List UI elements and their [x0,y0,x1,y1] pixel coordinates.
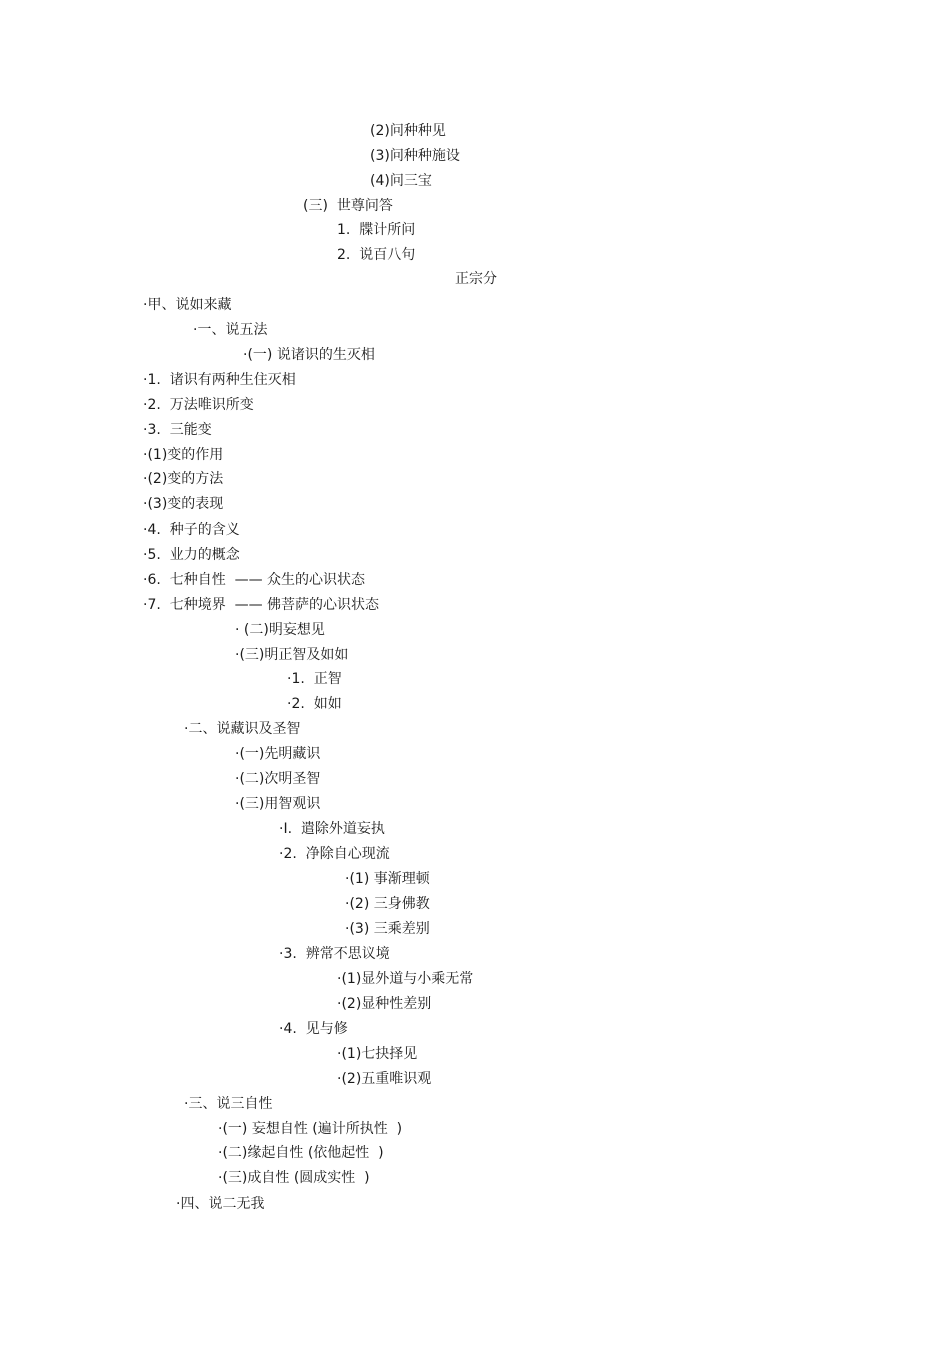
outline-line: ·(3) 三乘差别 [345,921,430,937]
outline-line: ·(3)变的表现 [143,496,224,512]
outline-line: ·4. 见与修 [279,1021,348,1037]
outline-line: ·1. 诸识有两种生住灭相 [143,372,296,388]
outline-line: ·3. 辨常不思议境 [279,946,390,962]
outline-line: ·(三)用智观识 [235,796,321,812]
outline-line: ·(2)五重唯识观 [337,1071,432,1087]
outline-line: ·(2)显种性差别 [337,996,432,1012]
outline-line: ·6. 七种自性 —— 众生的心识状态 [143,572,366,588]
outline-line: ·I. 遣除外道妄执 [279,821,385,837]
outline-line: 2. 说百八句 [337,247,416,263]
outline-line: ·(2) 三身佛教 [345,896,430,912]
outline-line: ·1. 正智 [287,671,342,687]
outline-line: (三) 世尊问答 [303,198,393,214]
outline-line: 1. 牒计所问 [337,222,416,238]
outline-line: ·(1)七抉择见 [337,1046,418,1062]
outline-line: ·(1) 事渐理顿 [345,871,430,887]
outline-line: ·甲、说如来藏 [143,297,232,313]
outline-line: (4)问三宝 [370,173,432,189]
outline-line: ·3. 三能变 [143,422,212,438]
outline-line: ·(1)变的作用 [143,447,224,463]
section-heading: 正宗分 [455,271,497,287]
outline-line: ·7. 七种境界 —— 佛菩萨的心识状态 [143,597,380,613]
outline-line: ·(二)次明圣智 [235,771,321,787]
outline-line: ·2. 净除自心现流 [279,846,390,862]
outline-line: (3)问种种施设 [370,148,460,164]
outline-line: ·5. 业力的概念 [143,547,240,563]
outline-line: (2)问种种见 [370,123,446,139]
outline-line: ·(2)变的方法 [143,471,224,487]
outline-line: ·(三)明正智及如如 [235,647,349,663]
outline-line: ·二、说藏识及圣智 [184,721,301,737]
outline-line: ·4. 种子的含义 [143,522,240,538]
outline-line: · (二)明妄想见 [235,622,325,638]
outline-line: ·(二)缘起自性 (依他起性 ) [218,1145,384,1161]
outline-line: ·(三)成自性 (圆成实性 ) [218,1170,370,1186]
outline-line: ·(一) 妄想自性 (遍计所执性 ) [218,1121,403,1137]
outline-line: ·2. 万法唯识所变 [143,397,254,413]
outline-line: ·四、说二无我 [176,1196,265,1212]
outline-line: ·三、说三自性 [184,1096,273,1112]
outline-line: ·一、说五法 [193,322,268,338]
outline-line: ·2. 如如 [287,696,342,712]
outline-line: ·(1)显外道与小乘无常 [337,971,474,987]
outline-line: ·(一) 说诸识的生灭相 [243,347,375,363]
outline-line: ·(一)先明藏识 [235,746,321,762]
